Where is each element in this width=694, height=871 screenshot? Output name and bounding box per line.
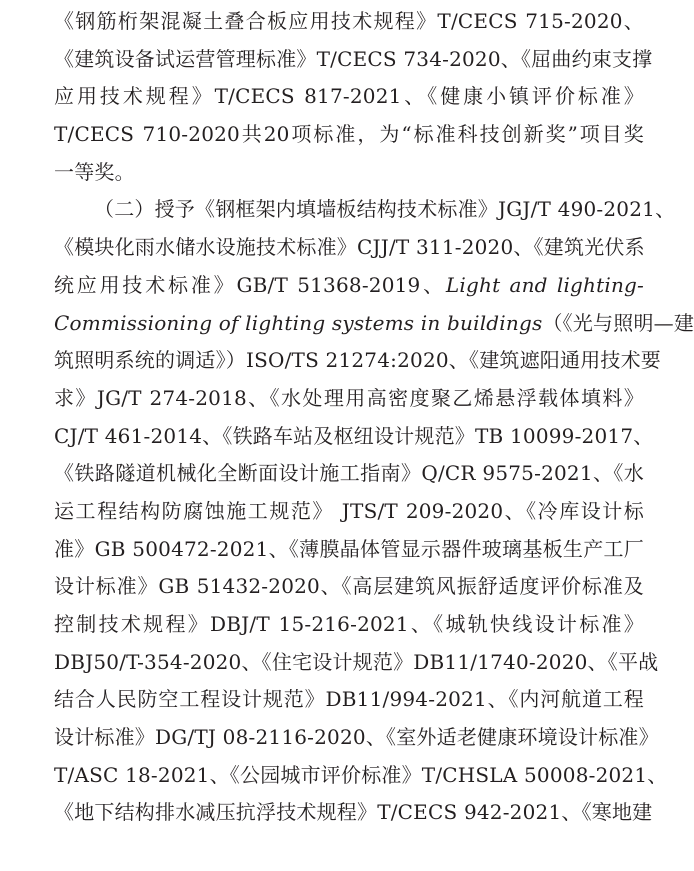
text-line: DBJ50/T-354-2020、《住宅设计规范》DB11/1740-2020、《平战 — [54, 649, 659, 674]
text-line: 设计标准》GB 51432-2020、《高层建筑风振舒适度评价标准及 — [54, 574, 644, 599]
text-line: T/ASC 18-2021、《公园城市评价标准》T/CHSLA 50008-2021、 — [54, 762, 668, 787]
text-line — [54, 305, 694, 343]
text-line: 一等奖。 — [54, 159, 135, 184]
text-line: 《地下结构排水减压抗浮技术规程》T/CECS 942-2021、《寒地建 — [54, 800, 653, 825]
text-line: 《铁路隧道机械化全断面设计施工指南》Q/CR 9575-2021、《水 — [54, 461, 644, 486]
text-line: 《钢筋桁架混凝土叠合板应用技术规程》T/CECS 715-2020、 — [54, 9, 644, 33]
document-page — [54, 0, 694, 832]
text-line: T/CECS 710-2020共20项标准，为“标准科技创新奖”项目奖 — [54, 122, 644, 147]
text-line: 设计标准》DG/TJ 08-2116-2020、《室外适老健康环境设计标准》 — [54, 725, 659, 750]
text-line: 结合人民防空工程设计规范》DB11/994-2021、《内河航道工程 — [54, 687, 644, 712]
text-line: 准》GB 500472-2021、《薄膜晶体管显示器件玻璃基板生产工厂 — [54, 536, 644, 561]
text-line: 应用技术规程》T/CECS 817-2021、《健康小镇评价标准》 — [54, 84, 644, 109]
text-line: CJ/T 461-2014、《铁路车站及枢纽设计规范》TB 10099-2017、 — [54, 423, 654, 448]
text-segment: 统应用技术标准》GB/T 51368-2019、 — [54, 272, 446, 297]
text-line — [54, 267, 644, 305]
text-line: 控制技术规程》DBJ/T 15-216-2021、《城轨快线设计标准》 — [54, 612, 644, 636]
italic-text-segment: Light and lighting- — [445, 272, 644, 297]
text-line: 求》JG/T 274-2018、《水处理用高密度聚乙烯悬浮载体填料》 — [54, 385, 644, 410]
text-line: 《建筑设备试运营管理标准》T/CECS 734-2020、《屈曲约束支撑 — [54, 46, 653, 71]
text-line: 《模块化雨水储水设施技术标准》CJJ/T 311-2020、《建筑光伏系 — [54, 235, 645, 260]
text-line: 运工程结构防腐蚀施工规范》 JTS/T 209-2020、《冷库设计标 — [54, 498, 644, 523]
text-segment: （《光与照明—建 — [542, 310, 694, 335]
text-line: 筑照明系统的调适》）ISO/TS 21274:2020、《建筑遮阳通用技术要 — [54, 348, 661, 373]
italic-text-segment: Commissioning of lighting systems in buildings — [54, 310, 543, 335]
text-line: （二）授予《钢框架内填墙板结构技术标准》JGJ/T 490-2021、 — [94, 197, 676, 222]
